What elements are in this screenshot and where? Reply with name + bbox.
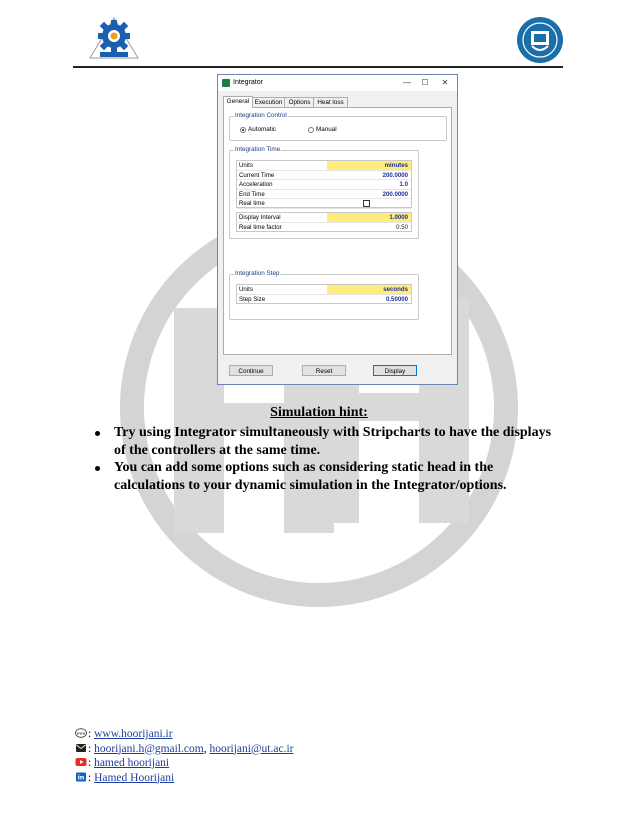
email-separator: , xyxy=(203,742,210,755)
display-interval-row xyxy=(237,213,411,223)
real-time-checkbox[interactable] xyxy=(363,200,370,207)
close-button[interactable]: ✕ xyxy=(441,78,449,87)
general-tab-panel xyxy=(223,107,452,355)
bullet-dot-icon xyxy=(95,466,100,471)
hint-bullet-text: Try using Integrator simultaneously with Stripcharts to have the displays of the controllers at the same time. xyxy=(114,425,552,458)
integrator-window xyxy=(217,74,458,385)
automatic-label: Automatic xyxy=(248,126,276,133)
svg-text:www: www xyxy=(76,731,86,736)
units-row xyxy=(237,161,411,171)
current-time-row xyxy=(237,171,411,181)
window-title: Integrator xyxy=(233,79,263,86)
acceleration-key: Acceleration xyxy=(239,181,273,188)
colon-text: : xyxy=(88,728,95,740)
youtube-link[interactable]: hamed hoorijani xyxy=(94,757,170,769)
step-size-value[interactable]: 0.50000 xyxy=(385,295,408,303)
youtube-row xyxy=(75,756,293,771)
display-button[interactable]: Display xyxy=(373,365,417,376)
step-units-row xyxy=(237,285,411,295)
step-size-key: Step Size xyxy=(239,295,266,303)
manual-label: Manual xyxy=(316,126,337,133)
maximize-button[interactable]: ☐ xyxy=(421,78,429,87)
colon-text: : xyxy=(88,771,95,784)
units-key: Units xyxy=(239,162,253,169)
linkedin-link[interactable]: Hamed Hoorijani xyxy=(94,771,175,784)
manual-radio[interactable] xyxy=(308,127,314,133)
end-time-key: End Time xyxy=(239,190,265,198)
real-time-factor-row xyxy=(237,223,411,233)
integration-step-group xyxy=(229,270,419,320)
time-grid xyxy=(236,160,412,208)
hint-bullet xyxy=(88,424,558,459)
header-rule xyxy=(73,66,563,68)
university-seal-icon xyxy=(516,16,564,64)
real-time-key: Real time xyxy=(239,200,265,207)
display-grid xyxy=(236,212,412,232)
continue-button[interactable]: Continue xyxy=(229,365,273,376)
current-time-key: Current Time xyxy=(239,171,275,179)
website-link[interactable]: www.hoorijani.ir xyxy=(94,728,173,740)
title-bar xyxy=(218,75,457,91)
hint-bullet-list xyxy=(88,424,558,494)
display-interval-key: Display Interval xyxy=(239,214,281,221)
integration-step-label: Integration Step xyxy=(235,270,280,277)
current-time-value[interactable]: 200.0000 xyxy=(382,171,408,179)
end-time-value[interactable]: 200.0000 xyxy=(382,190,408,198)
real-time-factor-value[interactable]: 0.50 xyxy=(396,223,408,231)
bullet-dot-icon xyxy=(95,431,100,436)
automatic-radio[interactable] xyxy=(240,127,246,133)
tab-general[interactable]: General xyxy=(223,96,253,108)
step-grid xyxy=(236,284,412,304)
step-units-value[interactable]: seconds xyxy=(327,285,411,294)
integration-control-group xyxy=(229,112,447,141)
gear-logo-icon xyxy=(86,14,142,62)
email-link-gmail[interactable]: hoorijani.h@gmail.com xyxy=(94,742,204,755)
hint-title: Simulation hint: xyxy=(270,405,368,420)
step-units-key: Units xyxy=(239,286,253,293)
colon-text: : xyxy=(88,757,95,769)
reset-button[interactable]: Reset xyxy=(302,365,346,376)
integrator-app-icon xyxy=(222,79,230,87)
tab-heat-loss[interactable]: Heat loss xyxy=(313,97,348,108)
minimize-button[interactable]: — xyxy=(403,78,411,87)
footer-contacts xyxy=(75,727,293,785)
svg-text:in: in xyxy=(77,773,85,782)
hint-bullet-text: You can add some options such as considering static head in the calculations to your dynamic simulation in the Integrator/options. xyxy=(114,460,507,493)
integration-time-label: Integration Time xyxy=(235,146,281,153)
step-size-row xyxy=(237,295,411,305)
email-link-ut[interactable]: hoorijani@ut.ac.ir xyxy=(209,742,294,755)
linkedin-icon xyxy=(75,772,87,782)
tab-options[interactable]: Options xyxy=(284,97,315,108)
mail-icon xyxy=(75,743,87,753)
integration-time-group xyxy=(229,146,419,239)
real-time-factor-key: Real time factor xyxy=(239,223,282,231)
units-value[interactable]: minutes xyxy=(327,161,411,170)
hint-bullet xyxy=(88,459,558,494)
youtube-icon xyxy=(75,757,87,767)
web-icon xyxy=(75,728,87,738)
tab-execution[interactable]: Execution xyxy=(251,97,286,108)
end-time-row xyxy=(237,190,411,200)
website-row xyxy=(75,727,293,742)
colon-text: : xyxy=(88,742,95,755)
acceleration-value[interactable]: 1.0 xyxy=(399,181,408,188)
acceleration-row xyxy=(237,180,411,190)
linkedin-row xyxy=(75,771,293,786)
display-interval-value[interactable]: 1.0000 xyxy=(327,213,411,222)
real-time-row xyxy=(237,199,411,209)
integration-control-label: Integration Control xyxy=(235,112,287,119)
email-row xyxy=(75,742,293,757)
